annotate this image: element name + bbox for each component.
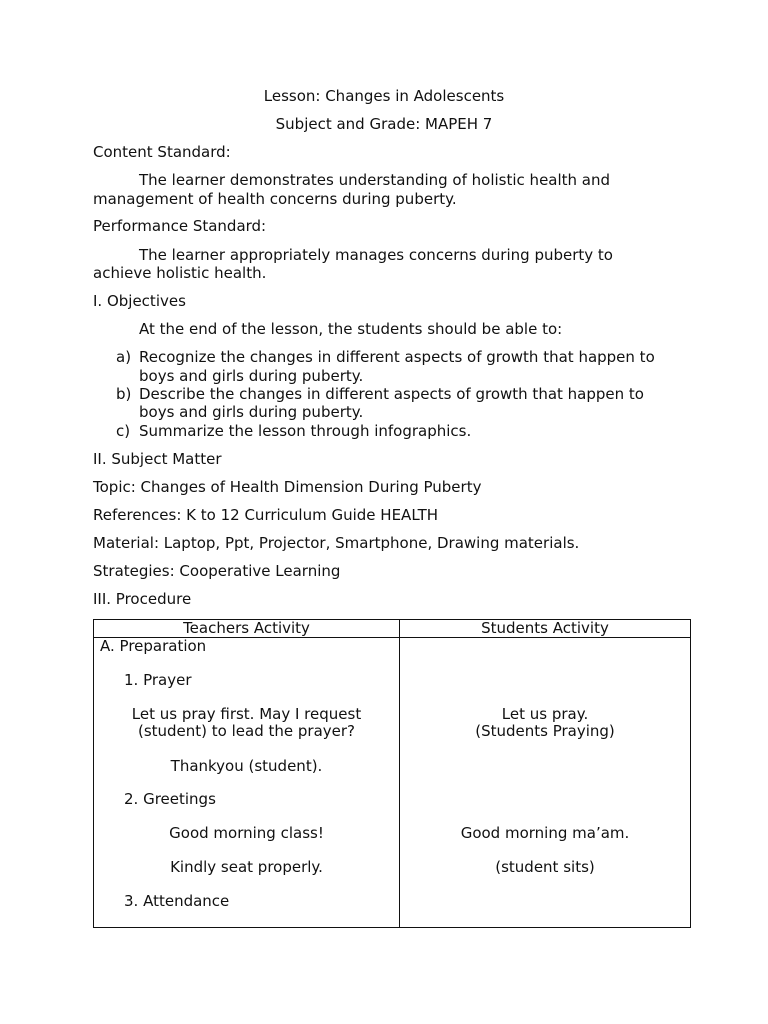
teacher-seat: Kindly seat properly. (170, 858, 323, 876)
objective-text-cont: boys and girls during puberty. (139, 367, 364, 385)
objective-text: Describe the changes in different aspects of growth that happen to (139, 385, 644, 403)
procedure-table (93, 619, 691, 928)
content-standard-text-2: management of health concerns during puberty. (93, 190, 457, 208)
attendance-step: 3. Attendance (124, 892, 230, 910)
greetings-step: 2. Greetings (124, 790, 216, 808)
objective-marker: c) (116, 422, 131, 440)
student-greeting: Good morning ma’am. (460, 824, 630, 842)
teacher-greeting: Good morning class! (169, 824, 324, 842)
performance-standard-label: Performance Standard: (93, 217, 267, 235)
topic: Topic: Changes of Health Dimension During Puberty (93, 478, 482, 496)
prayer-step: 1. Prayer (124, 671, 192, 689)
procedure-heading: III. Procedure (93, 590, 192, 608)
references: References: K to 12 Curriculum Guide HEALTH (93, 506, 439, 524)
student-prayer-line: Let us pray. (501, 705, 589, 723)
content-standard-text-1: The learner demonstrates understanding of holistic health and (139, 171, 611, 189)
performance-standard-text-1: The learner appropriately manages concerns during puberty to (139, 246, 613, 264)
objective-text: Recognize the changes in different aspects of growth that happen to (139, 348, 655, 366)
teacher-prayer-line: Let us pray first. May I request (131, 705, 362, 723)
table-row (94, 638, 691, 928)
objectives-intro: At the end of the lesson, the students should be able to: (139, 320, 563, 338)
students-activity-header: Students Activity (400, 620, 691, 638)
table-header-row (94, 620, 691, 638)
page-title: Lesson: Changes in Adolescents (263, 87, 505, 105)
teacher-thanks: Thankyou (student). (170, 757, 323, 775)
performance-standard-text-2: achieve holistic health. (93, 264, 267, 282)
preparation-heading: A. Preparation (100, 637, 207, 655)
materials: Material: Laptop, Ppt, Projector, Smartphone, Drawing materials. (93, 534, 580, 552)
subject-grade: Subject and Grade: MAPEH 7 (275, 115, 493, 133)
teachers-activity-cell (94, 638, 400, 928)
objective-text: Summarize the lesson through infographics. (139, 422, 472, 440)
objective-text-cont: boys and girls during puberty. (139, 403, 364, 421)
objective-marker: a) (116, 348, 132, 366)
teacher-prayer-line-2: (student) to lead the prayer? (137, 722, 356, 740)
students-activity-cell (400, 638, 691, 928)
subject-matter-heading: II. Subject Matter (93, 450, 222, 468)
student-sits: (student sits) (495, 858, 595, 876)
content-standard-label: Content Standard: (93, 143, 231, 161)
objective-marker: b) (116, 385, 132, 403)
strategies: Strategies: Cooperative Learning (93, 562, 341, 580)
objectives-heading: I. Objectives (93, 292, 186, 310)
teachers-activity-header: Teachers Activity (94, 620, 400, 638)
student-prayer-line-2: (Students Praying) (475, 722, 615, 740)
